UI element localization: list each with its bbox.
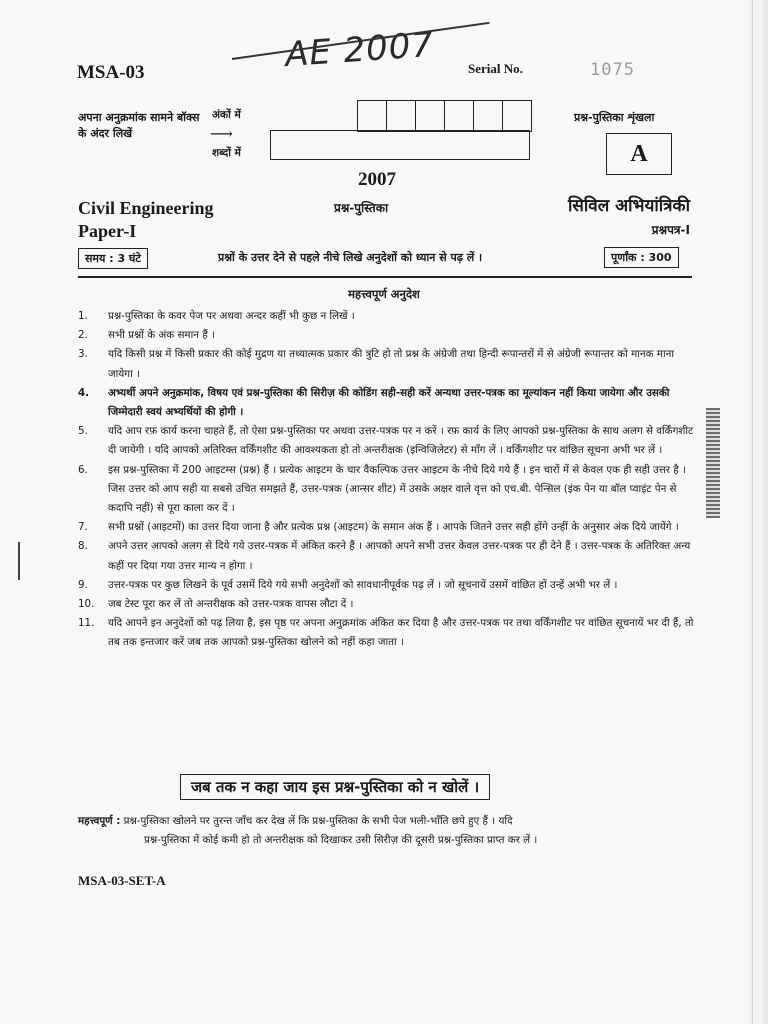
- divider: [78, 276, 692, 278]
- list-item: [78, 345, 696, 383]
- subject-hi: सिविल अभियांत्रिकी: [567, 196, 690, 216]
- important-label: महत्त्वपूर्ण :: [78, 815, 121, 827]
- item-text: अभ्यर्थी अपने अनुक्रमांक, विषय एवं प्रश्न-पुस्तिका की सिरीज़ की कोडिंग सही-सही करें अन्यथा उत्तर-पत्रक का मूल्यांकन नहीं किया जायेगा और उसकी जिम्मेदारी स्वयं अभ्यर्थियों की होगी ।: [108, 386, 670, 419]
- digit-box[interactable]: [357, 100, 387, 132]
- list-item: [78, 576, 696, 595]
- series-box: A: [606, 133, 672, 175]
- paper-en: Paper-I: [78, 221, 137, 241]
- item-number: 10.: [78, 598, 95, 611]
- important-line-2: प्रश्न-पुस्तिका में कोई कमी हो तो अन्तरीक्षक को दिखाकर उसी सिरीज़ की दूसरी प्रश्न-पुस्तिका प्राप्त कर लें ।: [144, 834, 538, 846]
- series-label: प्रश्न-पुस्तिका शृंखला: [574, 111, 655, 124]
- booklet-label: प्रश्न-पुस्तिका: [334, 201, 389, 215]
- instructions-list: [78, 307, 696, 653]
- list-item: [78, 326, 696, 345]
- list-item: [78, 384, 696, 422]
- item-number: 9.: [78, 578, 88, 591]
- list-item: [78, 595, 696, 614]
- digit-box[interactable]: [502, 100, 532, 132]
- subject-en: Civil Engineering: [78, 198, 214, 218]
- in-words-label: शब्दों में: [212, 147, 241, 159]
- item-number: 11.: [78, 617, 95, 630]
- item-text: अपने उत्तर आपको अलग से दिये गये उत्तर-पत्रक में अंकित करने हैं । आपको अपने सभी उत्तर केवल उत्तर-पत्रक पर ही देने हैं । उत्तर-पत्रक के अतिरिक्त अन्य कहीं पर दिया गया उत्तर मान्य न होगा ।: [108, 540, 691, 572]
- read-instruction: प्रश्नों के उत्तर देने से पहले नीचे लिखे अनुदेशों को ध्यान से पढ़ लें ।: [218, 251, 483, 264]
- full-marks-box: पूर्णांक : 300: [604, 247, 679, 268]
- list-item: [78, 518, 696, 537]
- item-text: इस प्रश्न-पुस्तिका में 200 आइटम्स (प्रश्न) हैं । प्रत्येक आइटम के चार वैकल्पिक उत्तर आइटम के नीचे दिये गये हैं । इन चारों में से केवल एक ही सही उत्तर है । जिस उत्तर को आप सही या सबसे उचित समझते हैं, उत्तर-पत्रक (आन्सर शीट) में उसके अक्षर वाले वृत्त को एच.बी. पेन्सिल (इंक पेन या बॉल प्वाइंट पेन से कदापि नहीं) से पूरा काला कर दें ।: [108, 463, 686, 515]
- item-text: प्रश्न-पुस्तिका के कवर पेज पर अथवा अन्दर कहीं भी कुछ न लिखें ।: [108, 310, 355, 322]
- roll-number-instruction: अपना अनुक्रमांक सामने बॉक्स के अंदर लिखें: [78, 111, 200, 140]
- item-number: 3.: [78, 348, 88, 361]
- item-number: 5.: [78, 425, 88, 438]
- item-text: उत्तर-पत्रक पर कुछ लिखने के पूर्व उसमें दिये गये सभी अनुदेशों को सावधानीपूर्वक पढ़ लें । जो सूचनायें उसमें वांछित हों उन्हें अभी भर लें ।: [108, 578, 618, 591]
- item-text: सभी प्रश्नों (आइटमों) का उत्तर दिया जाना है और प्रत्येक प्रश्न (आइटम) के समान अंक हैं । आपके जितने उत्तर सही होंगे उन्हीं के अनुसार अंक दिये जायेंगे ।: [108, 521, 679, 534]
- handwritten-note: AE 2007: [283, 24, 436, 76]
- item-text: यदि किसी प्रश्न में किसी प्रकार की कोई मुद्रण या तथ्यात्मक प्रकार की त्रुटि हो तो प्रश्न के अंग्रेजी तथा हिन्दी रूपान्तरों में से अंग्रेजी रूपान्तर को मानक माना जायेगा ।: [108, 348, 675, 380]
- digit-box[interactable]: [473, 100, 503, 132]
- side-stamp-mark: [706, 408, 720, 518]
- item-number: 8.: [78, 540, 88, 553]
- item-text: सभी प्रश्नों के अंक समान हैं ।: [108, 329, 215, 342]
- item-number: 2.: [78, 329, 88, 342]
- do-not-open-warning: जब तक न कहा जाय इस प्रश्न-पुस्तिका को न खोलें ।: [180, 774, 490, 800]
- item-text: यदि आपने इन अनुदेशों को पढ़ लिया है, इस पृष्ठ पर अपना अनुक्रमांक अंकित कर दिया है और उत्तर-पत्रक पर तथा वर्किंगशीट पर वांछित सूचनायें भर दी हैं, तो तब तक इन्तजार करें जब तक आपको प्रश्न-पुस्तिका खोलने को नहीं कहा जाता ।: [108, 617, 694, 649]
- list-item: [78, 422, 696, 460]
- roll-number-words-box[interactable]: [270, 130, 530, 160]
- item-text: जब टेस्ट पूरा कर लें तो अन्तरीक्षक को उत्तर-पत्रक वापस लौटा दें ।: [108, 598, 354, 611]
- important-line-1: प्रश्न-पुस्तिका खोलने पर तुरन्त जाँच कर देख लें कि प्रश्न-पुस्तिका के सभी पेज भली-भाँति छपे हुए हैं । यदि: [123, 815, 513, 827]
- in-digits-label: अंकों में: [212, 109, 241, 121]
- important-note: [78, 812, 696, 850]
- exam-year: 2007: [358, 169, 396, 190]
- item-text: यदि आप रफ़ कार्य करना चाहते हैं, तो ऐसा प्रश्न-पुस्तिका पर अथवा उत्तर-पत्रक पर न करें । रफ़ कार्य के लिए आपको प्रश्न-पुस्तिका के साथ अलग से वर्किंगशीट दी जायेगी । यदि आपको अतिरिक्त वर्किंगशीट की आवश्यकता हो तो अन्तरीक्षक (इन्विजिलेटर) से माँग लें । वर्किंगशीट पर वांछित सूचना अभी भर लें ।: [108, 425, 694, 457]
- subject-title-en: [78, 197, 214, 243]
- list-item: [78, 537, 696, 575]
- digit-box[interactable]: [415, 100, 445, 132]
- list-item: [78, 307, 696, 326]
- arrow-right-icon: ⟶: [210, 124, 233, 143]
- digit-box[interactable]: [444, 100, 474, 132]
- item-number: 6.: [78, 463, 88, 476]
- margin-mark: [18, 542, 20, 580]
- time-box: समय : 3 घंटे: [78, 248, 148, 269]
- set-code-footer: MSA-03-SET-A: [78, 873, 166, 888]
- item-number: 1.: [78, 310, 88, 322]
- paper-hi: प्रश्नपत्र-I: [651, 223, 690, 237]
- item-number: 7.: [78, 521, 88, 534]
- serial-label: Serial No.: [468, 61, 523, 76]
- roll-number-digit-boxes[interactable]: [358, 100, 532, 132]
- serial-number: 1075: [590, 60, 635, 80]
- page-stack-edge: [752, 0, 763, 1024]
- paper-code: MSA-03: [77, 62, 145, 83]
- list-item: [78, 461, 696, 519]
- item-number: 4.: [78, 386, 90, 399]
- digit-box[interactable]: [386, 100, 416, 132]
- instructions-heading: महत्त्वपूर्ण अनुदेश: [348, 287, 420, 301]
- list-item: [78, 614, 696, 652]
